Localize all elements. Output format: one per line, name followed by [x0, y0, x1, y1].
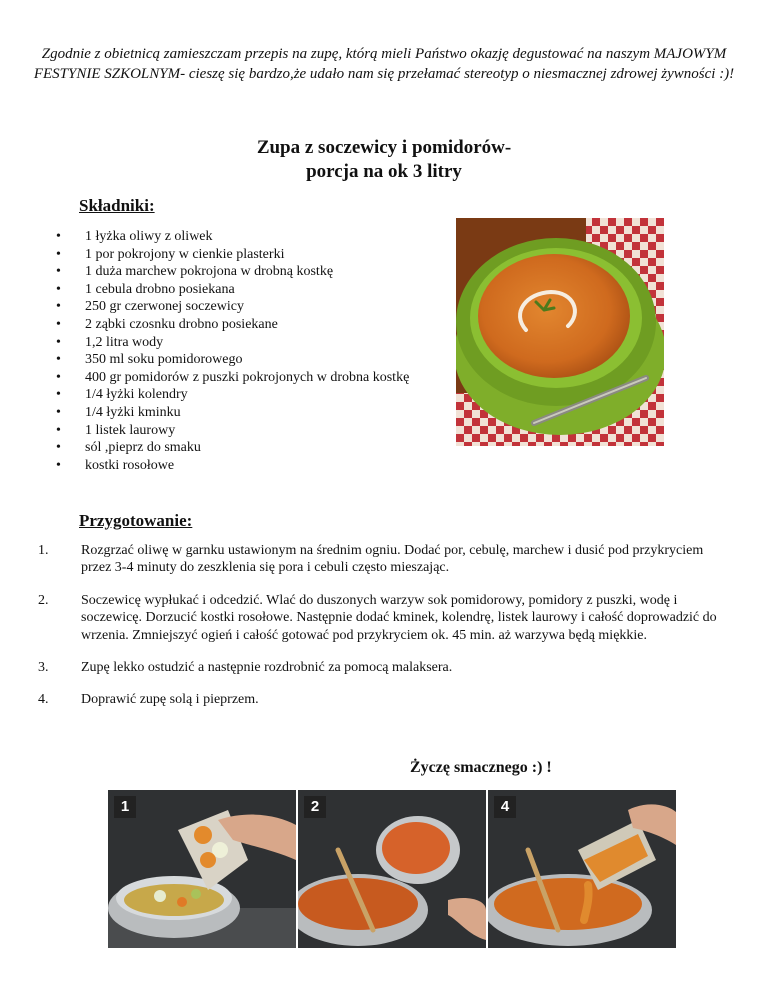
ingredient-item: • 250 gr czerwonej soczewicy	[56, 299, 244, 315]
ingredients-heading: Składniki:	[79, 196, 155, 215]
ingredient-item: • 1/4 łyżki kolendry	[56, 387, 188, 403]
closing-wish: Życzę smacznego :) !	[410, 759, 552, 776]
intro-text: Zgodnie z obietnicą zamieszczam przepis na zupę, którą mieli Państwo okazję degustować na naszym MAJOWYM FESTYNIE SZKOLNYM- cieszę się bardzo,że udało nam się przełamać stereotyp o niesmacznej zdrowej żywności :)!	[33, 46, 735, 82]
preparation-heading: Przygotowanie:	[79, 511, 193, 530]
ingredient-item: • 1 łyżka oliwy z oliwek	[56, 229, 213, 244]
step-photo-1	[108, 790, 296, 948]
soup-photo-illustration	[456, 218, 664, 446]
preparation-steps	[38, 542, 718, 724]
ingredient-item: • 1 cebula drobno posiekana	[56, 281, 235, 297]
step-number-badge: 2	[304, 796, 326, 818]
recipe-title-line2: porcja na ok 3 litry	[306, 161, 462, 182]
ingredient-item: • kostki rosołowe	[56, 457, 175, 473]
ingredient-item: • 1 listek laurowy	[56, 422, 176, 438]
step-photo-4-illustration	[488, 790, 676, 948]
soup-photo	[456, 218, 664, 446]
step-number-badge: 1	[114, 796, 136, 818]
ingredients-list	[56, 228, 409, 474]
preparation-step: 2. Soczewicę wypłukać i odcedzić. Wlać do duszonych warzyw sok pomidorowy, pomidory z puszki, wodę i soczewicę. Dorzucić kostki rosołowe. Następnie dodać kminek, kolendrę, listek laurowy i całość doprowadzić do wrzenia. Zmniejszyć ogień i całość gotować pod przykryciem ok. 45 min. aż warzywa będą miękkie.	[38, 592, 717, 643]
ingredient-item: • 1 por pokrojony w cienkie plasterki	[56, 246, 285, 262]
ingredient-item: • 1 duża marchew pokrojona w drobną kostkę	[56, 264, 334, 280]
ingredient-item: • 1/4 łyżki kminku	[56, 404, 181, 420]
preparation-step: 1. Rozgrzać oliwę w garnku ustawionym na średnim ogniu. Dodać por, cebulę, marchew i dusić pod przykryciem przez 3-4 minuty do zeszklenia się pora i cebuli często mieszając.	[38, 543, 704, 576]
ingredient-item: • sól ,pieprz do smaku	[56, 440, 201, 456]
recipe-title-line1: Zupa z soczewicy i pomidorów-	[256, 137, 512, 158]
step-number-badge: 4	[494, 796, 516, 818]
ingredient-item: • 2 ząbki czosnku drobno posiekane	[56, 316, 278, 332]
step-photo-2-illustration	[298, 790, 486, 948]
recipe-title	[0, 136, 768, 184]
preparation-step: 3. Zupę lekko ostudzić a następnie rozdrobnić za pomocą malaksera.	[38, 660, 453, 676]
step-photo-1-illustration	[108, 790, 296, 948]
preparation-step: 4. Doprawić zupę solą i pieprzem.	[38, 692, 259, 708]
ingredient-item: • 350 ml soku pomidorowego	[56, 352, 243, 368]
step-photo-2	[298, 790, 486, 948]
ingredient-item: • 1,2 litra wody	[56, 334, 164, 350]
step-photo-4	[488, 790, 676, 948]
ingredient-item: • 400 gr pomidorów z puszki pokrojonych w drobna kostkę	[56, 369, 410, 385]
